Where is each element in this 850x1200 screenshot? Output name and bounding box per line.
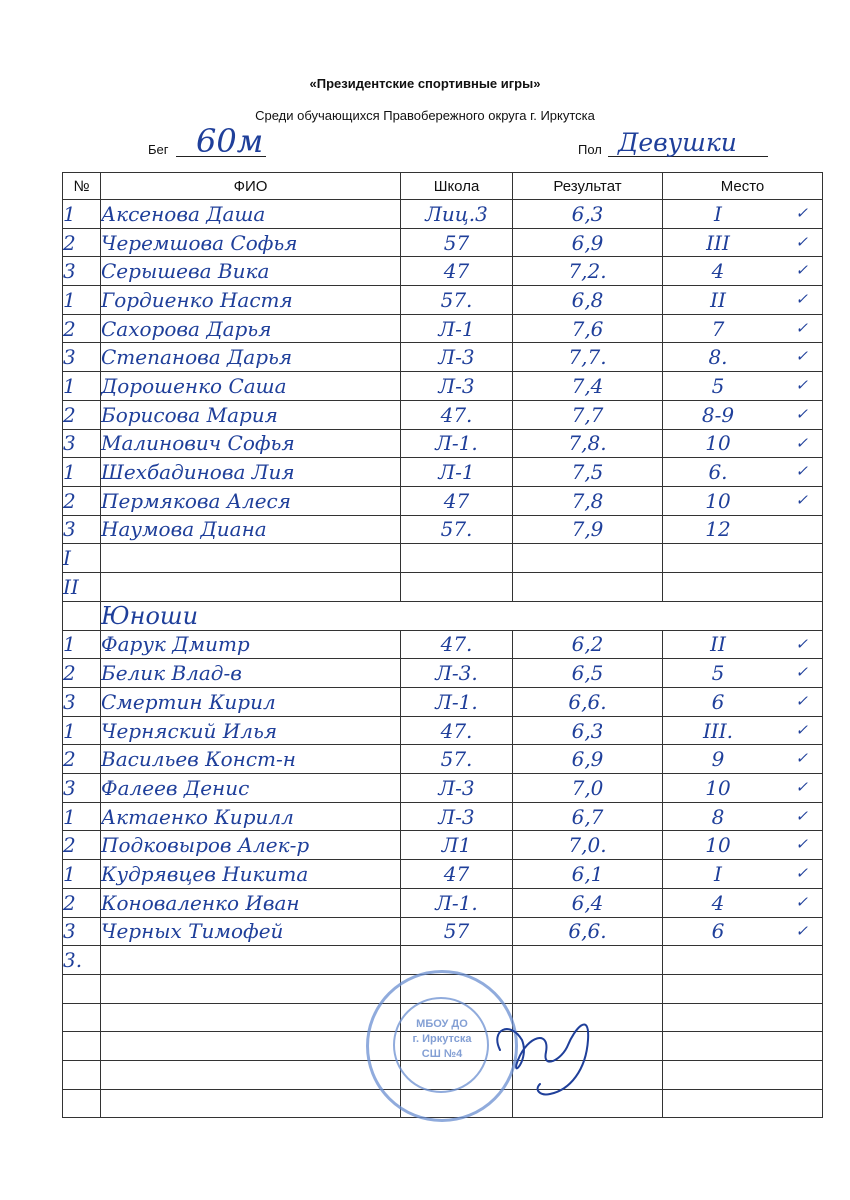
table-cell-school: 47: [401, 860, 513, 889]
table-cell-number: 3: [63, 257, 101, 286]
table-row: [63, 860, 823, 889]
place-value: 6.: [708, 460, 728, 485]
table-cell-name: Степанова Дарья: [101, 343, 401, 372]
place-value: 5: [711, 661, 725, 686]
table-cell-place: [663, 659, 823, 688]
document-subtitle: Среди обучающихся Правобережного округа г. Иркутска: [255, 108, 595, 123]
table-cell-number: [63, 601, 101, 630]
place-value: 10: [705, 833, 731, 858]
table-cell-result: 6,5: [513, 659, 663, 688]
table-cell-name: Смертин Кирил: [101, 688, 401, 717]
table-cell-number: I: [63, 544, 101, 573]
place-value: 12: [705, 517, 731, 542]
table-row: [63, 888, 823, 917]
table-cell-result: 6,8: [513, 286, 663, 315]
table-cell-name: Гордиенко Настя: [101, 286, 401, 315]
place-value: 4: [711, 259, 725, 284]
table-cell-place: [663, 774, 823, 803]
table-cell-school: 57.: [401, 515, 513, 544]
place-value: II: [710, 287, 726, 312]
check-mark-icon: ✓: [795, 634, 808, 653]
table-cell-school: 57.: [401, 286, 513, 315]
table-row: [63, 515, 823, 544]
place-value: 4: [711, 890, 725, 915]
table-cell-result: 7,9: [513, 515, 663, 544]
table-cell-number: [63, 1003, 101, 1032]
table-cell-name: Аксенова Даша: [101, 200, 401, 229]
check-mark-icon: ✓: [795, 232, 808, 251]
table-cell-school: 47.: [401, 716, 513, 745]
table-cell-name: Наумова Диана: [101, 515, 401, 544]
check-mark-icon: ✓: [795, 318, 808, 337]
table-cell-name: Черняский Илья: [101, 716, 401, 745]
table-row: [63, 486, 823, 515]
table-cell-result: 6,9: [513, 745, 663, 774]
table-cell-school: [401, 544, 513, 573]
table-cell-number: 3: [63, 429, 101, 458]
column-header-name: ФИО: [101, 173, 401, 200]
check-mark-icon: ✓: [795, 663, 808, 682]
table-cell-place: [663, 314, 823, 343]
place-value: II: [710, 632, 726, 657]
check-mark-icon: ✓: [795, 864, 808, 883]
table-row: [63, 572, 823, 601]
table-cell-number: [63, 1089, 101, 1118]
table-cell-name: Малинович Софья: [101, 429, 401, 458]
table-row: [63, 831, 823, 860]
table-cell-number: [63, 1032, 101, 1061]
table-cell-number: [63, 1060, 101, 1089]
table-cell-number: 2: [63, 659, 101, 688]
table-cell-result: 7,0.: [513, 831, 663, 860]
table-cell-name: Коноваленко Иван: [101, 888, 401, 917]
table-cell-school: 57: [401, 228, 513, 257]
check-mark-icon: ✓: [795, 749, 808, 768]
table-cell-place: [663, 515, 823, 544]
table-cell-place: [663, 458, 823, 487]
table-cell-school: Л-3: [401, 372, 513, 401]
table-cell-place: [663, 1089, 823, 1118]
table-cell-number: 3: [63, 343, 101, 372]
table-row: [63, 343, 823, 372]
table-cell-place: [663, 630, 823, 659]
table-cell-place: [663, 946, 823, 975]
table-row: [63, 314, 823, 343]
table-cell-result: [513, 946, 663, 975]
table-cell-name: [101, 1003, 401, 1032]
table-cell-number: [63, 974, 101, 1003]
table-cell-school: 57: [401, 917, 513, 946]
table-cell-place: [663, 1060, 823, 1089]
place-value: 8-9: [701, 402, 735, 427]
table-cell-school: Л-3: [401, 343, 513, 372]
table-cell-result: 7,5: [513, 458, 663, 487]
table-cell-school: Л-3.: [401, 659, 513, 688]
table-row: [63, 200, 823, 229]
gender-value: Девушки: [618, 128, 737, 157]
document-title: «Президентские спортивные игры»: [309, 76, 541, 91]
place-value: 5: [711, 373, 725, 398]
table-row: [63, 659, 823, 688]
table-cell-place: [663, 429, 823, 458]
check-mark-icon: ✓: [795, 376, 808, 395]
table-row: [63, 745, 823, 774]
table-cell-place: [663, 745, 823, 774]
table-cell-result: 7,4: [513, 372, 663, 401]
table-cell-number: 2: [63, 486, 101, 515]
girls-rows: [63, 200, 823, 602]
table-cell-number: 2: [63, 228, 101, 257]
run-label: Бег: [148, 142, 169, 157]
table-cell-name: Дорошенко Саша: [101, 372, 401, 401]
table-cell-number: 3: [63, 515, 101, 544]
table-cell-name: [101, 946, 401, 975]
place-value: 10: [705, 431, 731, 456]
table-cell-number: 1: [63, 630, 101, 659]
check-mark-icon: ✓: [795, 921, 808, 940]
table-cell-place: [663, 716, 823, 745]
place-value: 8.: [708, 345, 728, 370]
signature-stroke: [497, 1024, 588, 1094]
table-cell-place: [663, 372, 823, 401]
table-cell-number: 3: [63, 917, 101, 946]
table-cell-school: Л-1: [401, 458, 513, 487]
section-row-group: [63, 601, 823, 630]
table-cell-result: 7,7.: [513, 343, 663, 372]
table-cell-place: [663, 200, 823, 229]
table-cell-school: 47: [401, 486, 513, 515]
table-cell-result: 7,7: [513, 400, 663, 429]
table-cell-place: [663, 831, 823, 860]
table-cell-school: Л1: [401, 831, 513, 860]
table-cell-place: [663, 688, 823, 717]
table-cell-school: 47: [401, 257, 513, 286]
table-cell-result: 6,3: [513, 200, 663, 229]
table-cell-school: Л-1: [401, 314, 513, 343]
table-row: [63, 688, 823, 717]
table-cell-result: 6,9: [513, 228, 663, 257]
stamp-line-2: г. Иркутска: [412, 1033, 472, 1045]
table-cell-result: 6,1: [513, 860, 663, 889]
table-cell-name: Борисова Мария: [101, 400, 401, 429]
table-cell-place: [663, 802, 823, 831]
table-cell-name: [101, 1060, 401, 1089]
table-cell-number: 1: [63, 716, 101, 745]
table-cell-school: Лиц.3: [401, 200, 513, 229]
check-mark-icon: ✓: [795, 404, 808, 423]
table-cell-result: 6,3: [513, 716, 663, 745]
check-mark-icon: ✓: [795, 892, 808, 911]
column-header-place: Место: [663, 173, 823, 200]
table-cell-place: [663, 257, 823, 286]
table-header-row: [63, 173, 823, 200]
table-row: [63, 286, 823, 315]
table-row: [63, 400, 823, 429]
section-title-boys: Юноши: [101, 601, 823, 630]
column-header-number: №: [63, 173, 101, 200]
check-mark-icon: ✓: [795, 806, 808, 825]
check-mark-icon: ✓: [795, 462, 808, 481]
table-row: [63, 917, 823, 946]
place-value: 6: [711, 919, 725, 944]
place-value: 10: [705, 775, 731, 800]
table-cell-name: Сахорова Дарья: [101, 314, 401, 343]
table-cell-number: II: [63, 572, 101, 601]
table-cell-name: Черных Тимофей: [101, 917, 401, 946]
table-cell-result: 7,8: [513, 486, 663, 515]
table-row: [63, 630, 823, 659]
table-cell-place: [663, 917, 823, 946]
table-cell-number: 2: [63, 831, 101, 860]
table-row: [63, 774, 823, 803]
check-mark-icon: ✓: [795, 347, 808, 366]
table-cell-number: 1: [63, 802, 101, 831]
table-cell-place: [663, 486, 823, 515]
place-value: III: [706, 230, 730, 255]
check-mark-icon: ✓: [795, 835, 808, 854]
run-distance-value: 60м: [196, 122, 264, 160]
table-cell-number: 2: [63, 888, 101, 917]
table-cell-name: Кудрявцев Никита: [101, 860, 401, 889]
column-header-school: Школа: [401, 173, 513, 200]
table-cell-name: [101, 1032, 401, 1061]
table-cell-name: [101, 1089, 401, 1118]
table-cell-place: [663, 400, 823, 429]
table-cell-school: 47.: [401, 630, 513, 659]
table-cell-school: Л-3: [401, 802, 513, 831]
table-cell-number: 3: [63, 774, 101, 803]
table-cell-place: [663, 860, 823, 889]
table-cell-place: [663, 228, 823, 257]
table-row: [63, 716, 823, 745]
table-cell-place: [663, 888, 823, 917]
place-value: 8: [711, 804, 725, 829]
table-cell-number: 3: [63, 688, 101, 717]
table-cell-result: [513, 544, 663, 573]
table-cell-name: [101, 544, 401, 573]
table-cell-name: Белик Влад-в: [101, 659, 401, 688]
table-cell-name: Актаенко Кирилл: [101, 802, 401, 831]
table-cell-result: 6,7: [513, 802, 663, 831]
table-row: [63, 802, 823, 831]
table-cell-number: 2: [63, 314, 101, 343]
table-cell-place: [663, 974, 823, 1003]
table-cell-place: [663, 343, 823, 372]
table-cell-number: 1: [63, 372, 101, 401]
place-value: III.: [702, 718, 734, 743]
table-cell-name: [101, 974, 401, 1003]
table-row: [63, 544, 823, 573]
table-cell-result: 6,2: [513, 630, 663, 659]
table-cell-place: [663, 1003, 823, 1032]
table-cell-name: Серышева Вика: [101, 257, 401, 286]
table-cell-name: Пермякова Алеся: [101, 486, 401, 515]
table-cell-number: 1: [63, 200, 101, 229]
place-value: 9: [711, 747, 725, 772]
column-header-result: Результат: [513, 173, 663, 200]
table-cell-result: 6,4: [513, 888, 663, 917]
table-cell-school: Л-1.: [401, 429, 513, 458]
check-mark-icon: ✓: [795, 261, 808, 280]
table-cell-result: 7,2.: [513, 257, 663, 286]
table-row: [63, 458, 823, 487]
table-cell-name: Шехбадинова Лия: [101, 458, 401, 487]
table-cell-school: [401, 946, 513, 975]
place-value: I: [714, 201, 722, 226]
signature: [470, 990, 620, 1100]
check-mark-icon: ✓: [795, 720, 808, 739]
table-cell-result: 6,6.: [513, 688, 663, 717]
table-cell-result: 7,8.: [513, 429, 663, 458]
table-cell-name: Черемшова Софья: [101, 228, 401, 257]
table-cell-number: 1: [63, 458, 101, 487]
table-cell-school: Л-1.: [401, 888, 513, 917]
table-row: [63, 372, 823, 401]
table-cell-name: Подковыров Алек-р: [101, 831, 401, 860]
table-row: [63, 429, 823, 458]
place-value: I: [714, 861, 722, 886]
gender-label: Пол: [578, 142, 602, 157]
table-cell-place: [663, 1032, 823, 1061]
section-header-row: [63, 601, 823, 630]
table-cell-result: [513, 572, 663, 601]
table-cell-name: Фарук Дмитр: [101, 630, 401, 659]
table-row: [63, 228, 823, 257]
check-mark-icon: ✓: [795, 692, 808, 710]
table-cell-number: 3.: [63, 946, 101, 975]
table-cell-name: Васильев Конст-н: [101, 745, 401, 774]
place-value: 10: [705, 488, 731, 513]
check-mark-icon: ✓: [795, 433, 808, 452]
table-cell-result: 6,6.: [513, 917, 663, 946]
table-cell-number: 2: [63, 745, 101, 774]
check-mark-icon: ✓: [795, 778, 808, 797]
stamp-line-3: СШ №4: [421, 1048, 463, 1060]
table-cell-school: [401, 572, 513, 601]
table-cell-number: 2: [63, 400, 101, 429]
table-cell-number: 1: [63, 860, 101, 889]
table-cell-number: 1: [63, 286, 101, 315]
check-mark-icon: ✓: [795, 204, 808, 222]
table-cell-name: [101, 572, 401, 601]
stamp-line-1: МБОУ ДО: [416, 1018, 468, 1030]
place-value: 6: [711, 689, 725, 714]
table-cell-result: 7,6: [513, 314, 663, 343]
table-cell-result: 7,0: [513, 774, 663, 803]
check-mark-icon: ✓: [795, 490, 808, 509]
table-cell-place: [663, 572, 823, 601]
table-cell-place: [663, 286, 823, 315]
table-cell-school: 57.: [401, 745, 513, 774]
table-cell-name: Фалеев Денис: [101, 774, 401, 803]
table-cell-place: [663, 544, 823, 573]
table-cell-school: 47.: [401, 400, 513, 429]
place-value: 7: [711, 316, 725, 341]
table-row: [63, 257, 823, 286]
table-cell-school: Л-3: [401, 774, 513, 803]
check-mark-icon: ✓: [795, 290, 808, 309]
table-cell-school: Л-1.: [401, 688, 513, 717]
